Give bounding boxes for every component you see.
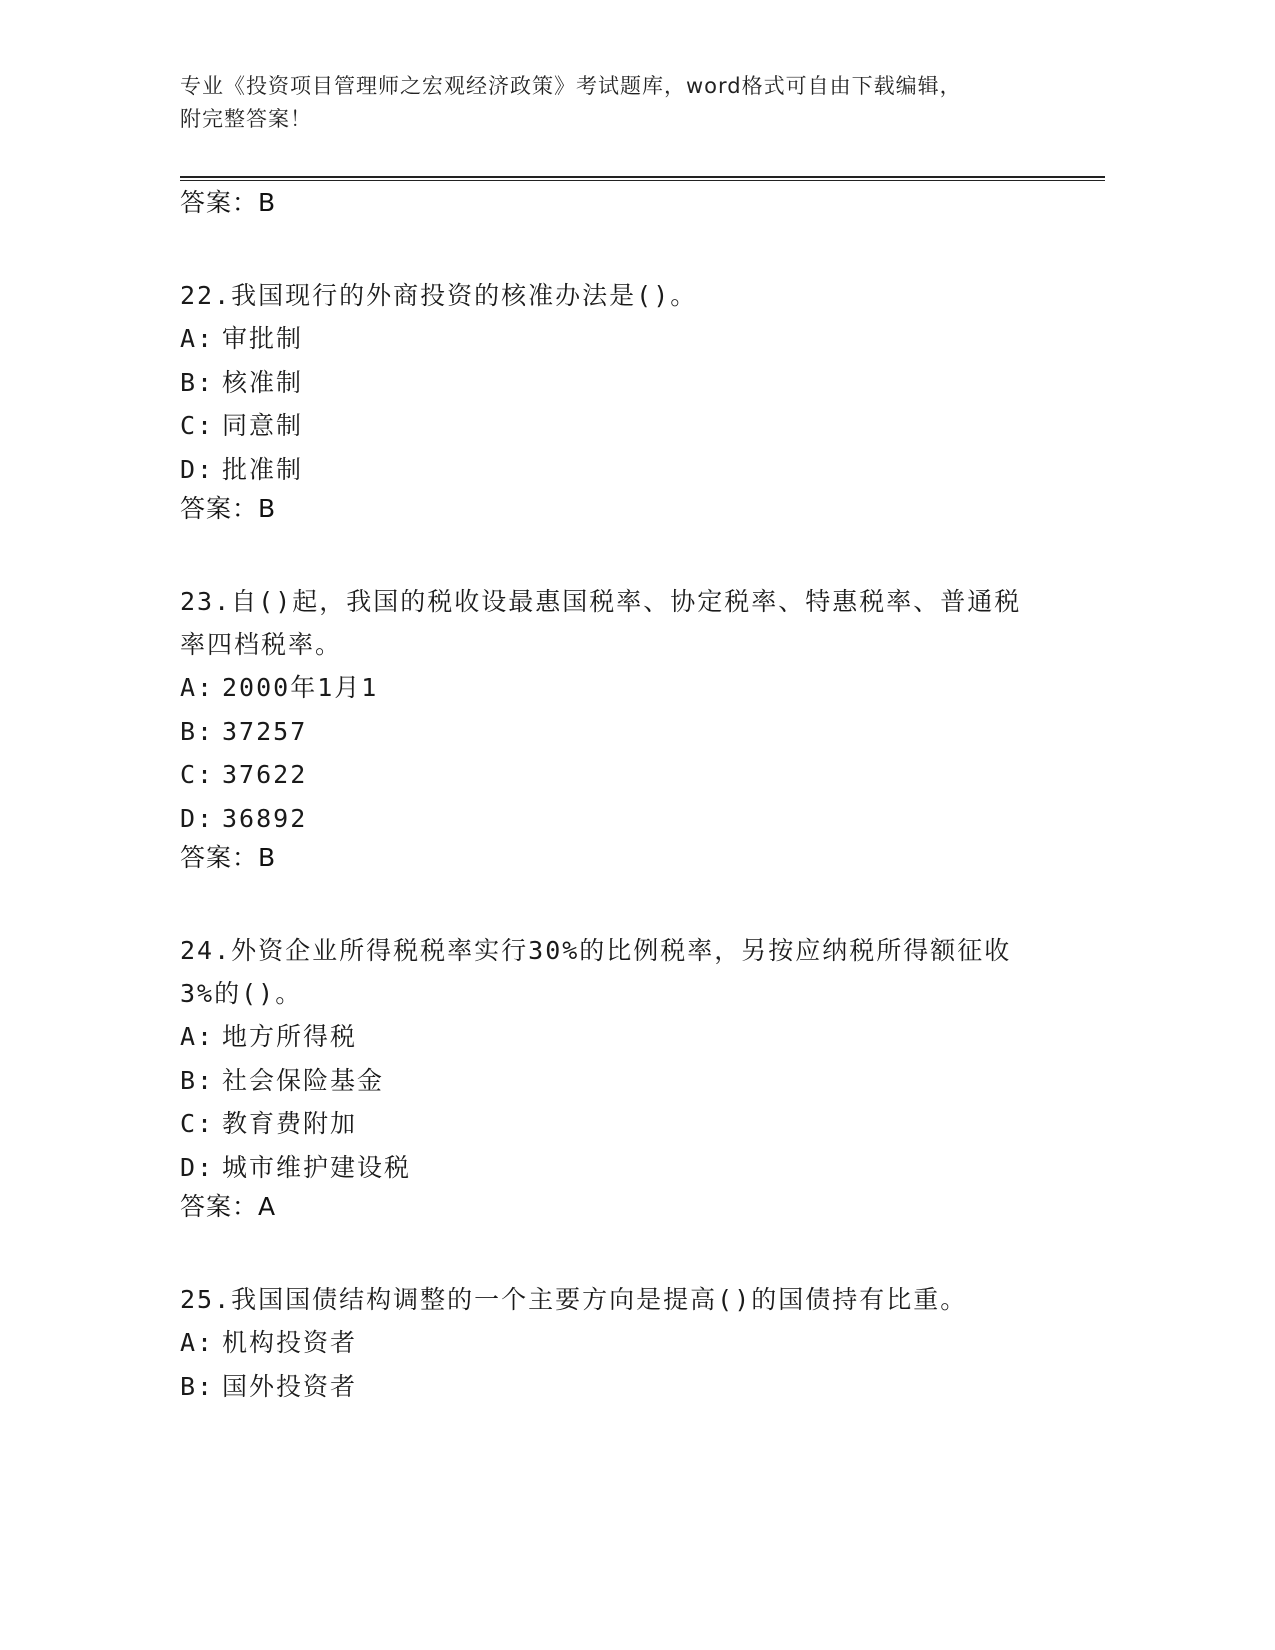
option-key: A: xyxy=(180,1022,215,1051)
option-b xyxy=(180,361,1060,405)
option-text: 国外投资者 xyxy=(222,1371,358,1401)
option-d xyxy=(180,1146,1060,1190)
option-text: 批准制 xyxy=(222,454,304,484)
option-key: A: xyxy=(180,1328,215,1357)
question-gap xyxy=(180,1223,1060,1278)
question-list xyxy=(180,185,1060,1408)
question-block xyxy=(180,580,1060,874)
question-block xyxy=(180,1278,1060,1408)
option-a xyxy=(180,1015,1060,1059)
option-key: B: xyxy=(180,1371,215,1401)
option-a xyxy=(180,317,1060,361)
option-text: 社会保险基金 xyxy=(222,1065,385,1095)
header-divider xyxy=(180,176,1105,178)
option-d xyxy=(180,448,1060,492)
option-text: 36892 xyxy=(222,803,308,833)
option-a xyxy=(180,666,1060,710)
option-text: 教育费附加 xyxy=(222,1109,358,1138)
question-text: 23.自()起，我国的税收设最惠国税率、协定税率、特惠税率、普通税率四档税率。 xyxy=(180,587,1022,659)
document-header xyxy=(180,70,1060,136)
option-key: A: xyxy=(180,324,215,353)
option-b xyxy=(180,1059,1060,1103)
option-text: 审批制 xyxy=(222,324,304,353)
option-key: D: xyxy=(180,803,215,833)
answer-line: 答案：B xyxy=(180,188,277,217)
option-d xyxy=(180,797,1060,841)
option-text: 同意制 xyxy=(222,411,304,440)
option-key: A: xyxy=(180,673,215,702)
question-block xyxy=(180,929,1060,1223)
question-gap xyxy=(180,874,1060,929)
header-line-2: 附完整答案！ xyxy=(180,107,312,131)
option-b xyxy=(180,710,1060,754)
option-key: D: xyxy=(180,454,215,484)
option-c xyxy=(180,1102,1060,1146)
answer-line: 答案：A xyxy=(180,1192,277,1221)
option-key: B: xyxy=(180,367,215,397)
option-key: C: xyxy=(180,411,215,440)
option-c xyxy=(180,404,1060,448)
question-text: 22.我国现行的外商投资的核准办法是()。 xyxy=(180,281,698,310)
option-text: 核准制 xyxy=(222,367,304,397)
option-text: 2000年1月1 xyxy=(222,673,379,702)
option-key: C: xyxy=(180,1109,215,1138)
option-c xyxy=(180,753,1060,797)
answer-line: 答案：B xyxy=(180,494,277,523)
header-divider-thin xyxy=(180,180,1105,181)
question-block xyxy=(180,274,1060,525)
option-a xyxy=(180,1321,1060,1365)
header-line-1: 专业《投资项目管理师之宏观经济政策》考试题库，word格式可自由下载编辑， xyxy=(180,74,962,98)
question-gap xyxy=(180,219,1060,274)
question-text: 24.外资企业所得税税率实行30%的比例税率，另按应纳税所得额征收3%的()。 xyxy=(180,936,1012,1008)
option-text: 37622 xyxy=(222,760,308,789)
option-text: 城市维护建设税 xyxy=(222,1152,412,1182)
option-text: 机构投资者 xyxy=(222,1328,358,1357)
option-key: B: xyxy=(180,716,215,746)
answer-line: 答案：B xyxy=(180,843,277,872)
option-key: B: xyxy=(180,1065,215,1095)
option-key: C: xyxy=(180,760,215,789)
option-b xyxy=(180,1365,1060,1409)
question-text: 25.我国国债结构调整的一个主要方向是提高()的国债持有比重。 xyxy=(180,1285,968,1314)
question-gap xyxy=(180,525,1060,580)
option-text: 37257 xyxy=(222,716,308,746)
option-text: 地方所得税 xyxy=(222,1022,358,1051)
option-key: D: xyxy=(180,1152,215,1182)
